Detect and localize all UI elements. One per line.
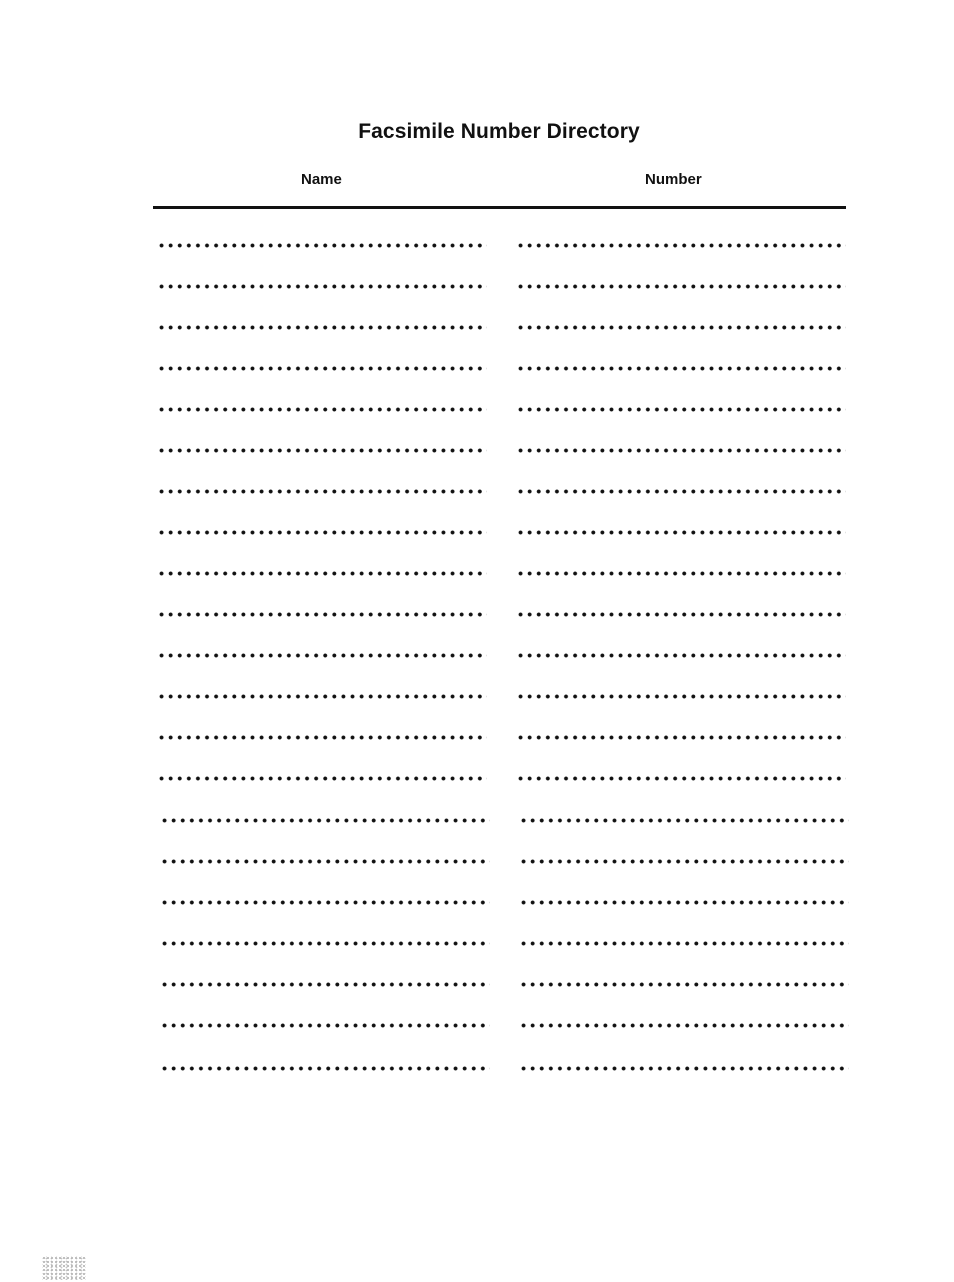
directory-row xyxy=(0,1066,954,1072)
name-entry-line xyxy=(157,489,487,494)
name-entry-line xyxy=(160,818,490,823)
directory-row xyxy=(0,653,954,659)
number-entry-line xyxy=(519,1023,849,1028)
number-column-header: Number xyxy=(645,171,702,188)
number-entry-line xyxy=(519,941,849,946)
directory-row xyxy=(0,818,954,824)
number-entry-line xyxy=(516,366,846,371)
directory-row xyxy=(0,941,954,947)
number-entry-line xyxy=(516,530,846,535)
number-entry-line xyxy=(516,489,846,494)
number-entry-line xyxy=(519,818,849,823)
number-entry-line xyxy=(516,653,846,658)
directory-row xyxy=(0,407,954,413)
name-entry-line xyxy=(157,653,487,658)
name-entry-line xyxy=(160,941,490,946)
number-entry-line xyxy=(516,448,846,453)
name-entry-line xyxy=(157,530,487,535)
directory-row xyxy=(0,489,954,495)
number-entry-line xyxy=(516,694,846,699)
number-entry-line xyxy=(516,243,846,248)
directory-row xyxy=(0,612,954,618)
name-entry-line xyxy=(157,325,487,330)
name-entry-line xyxy=(157,243,487,248)
page-title: Facsimile Number Directory xyxy=(358,120,640,143)
name-entry-line xyxy=(157,407,487,412)
name-entry-line xyxy=(160,1066,490,1071)
directory-row xyxy=(0,284,954,290)
name-entry-line xyxy=(157,284,487,289)
name-entry-line xyxy=(157,694,487,699)
number-entry-line xyxy=(516,776,846,781)
number-entry-line xyxy=(516,571,846,576)
name-entry-line xyxy=(160,1023,490,1028)
directory-row xyxy=(0,1023,954,1029)
directory-row xyxy=(0,571,954,577)
directory-row xyxy=(0,243,954,249)
directory-row xyxy=(0,900,954,906)
number-entry-line xyxy=(516,612,846,617)
number-entry-line xyxy=(516,407,846,412)
number-entry-line xyxy=(519,900,849,905)
number-entry-line xyxy=(516,735,846,740)
directory-row xyxy=(0,982,954,988)
name-entry-line xyxy=(157,448,487,453)
name-entry-line xyxy=(157,776,487,781)
name-column-header: Name xyxy=(301,171,342,188)
number-entry-line xyxy=(519,859,849,864)
number-entry-line xyxy=(516,325,846,330)
directory-row xyxy=(0,366,954,372)
name-entry-line xyxy=(157,735,487,740)
name-entry-line xyxy=(160,982,490,987)
number-entry-line xyxy=(519,1066,849,1071)
directory-row xyxy=(0,694,954,700)
name-entry-line xyxy=(157,571,487,576)
name-entry-line xyxy=(160,900,490,905)
number-entry-line xyxy=(516,284,846,289)
directory-row xyxy=(0,530,954,536)
scan-speckle-mark xyxy=(42,1256,86,1280)
directory-row xyxy=(0,735,954,741)
directory-row xyxy=(0,776,954,782)
directory-row xyxy=(0,448,954,454)
name-entry-line xyxy=(157,366,487,371)
name-entry-line xyxy=(160,859,490,864)
directory-row xyxy=(0,325,954,331)
number-entry-line xyxy=(519,982,849,987)
name-entry-line xyxy=(157,612,487,617)
directory-row xyxy=(0,859,954,865)
